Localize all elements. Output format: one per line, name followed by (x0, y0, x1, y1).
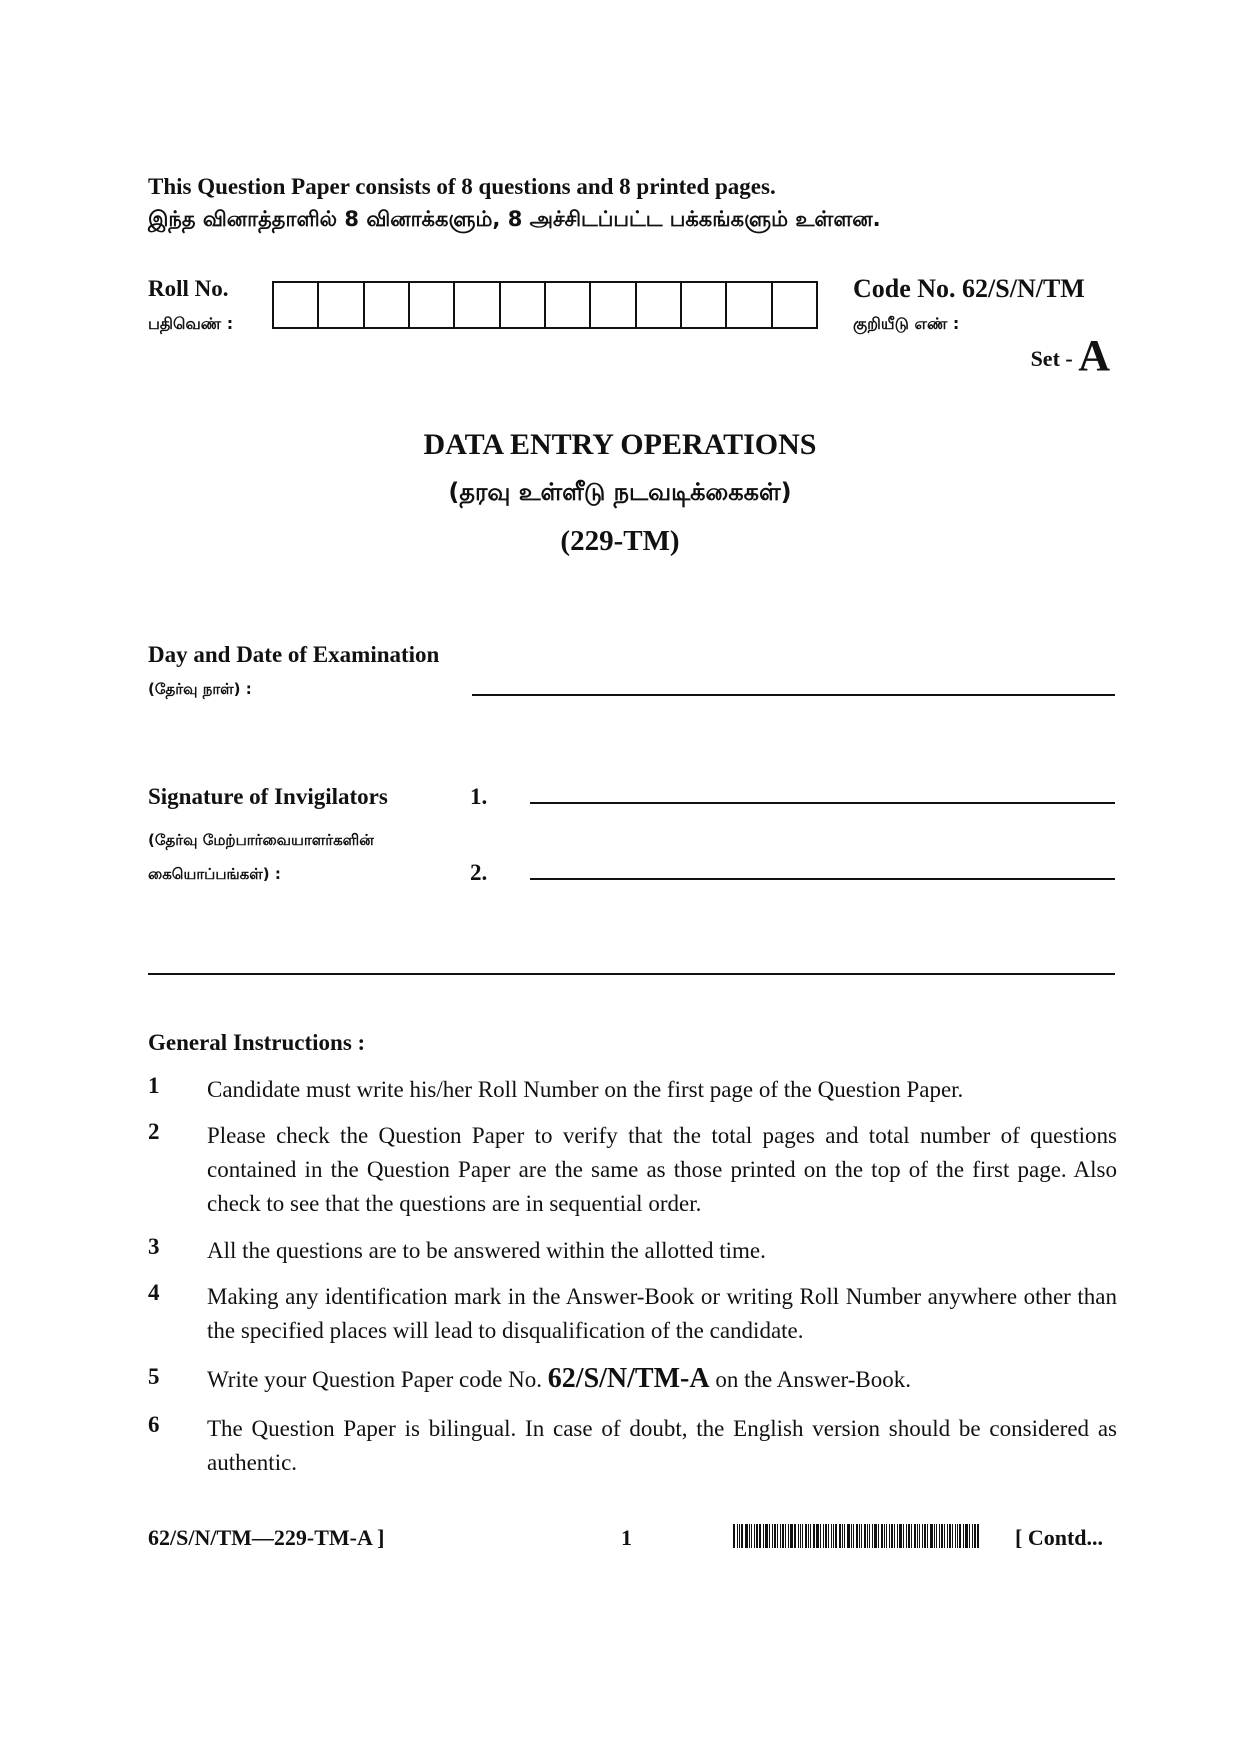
roll-number-box[interactable] (682, 283, 727, 327)
barcode-bar (774, 1524, 776, 1548)
barcode-bar (939, 1524, 940, 1548)
barcode-bar (851, 1524, 852, 1548)
barcode-bar (944, 1524, 945, 1548)
barcode-bar (790, 1524, 793, 1548)
invigilator-2-signature-line[interactable] (530, 878, 1115, 880)
barcode-bar (856, 1524, 858, 1548)
barcode-bar (974, 1524, 976, 1548)
roll-number-box[interactable] (637, 283, 682, 327)
barcode-bar (972, 1524, 973, 1548)
roll-number-box[interactable] (727, 283, 772, 327)
barcode-bar (808, 1524, 809, 1548)
barcode-bar (835, 1524, 837, 1548)
barcode-bar (906, 1524, 907, 1548)
page-number: 1 (621, 1525, 632, 1550)
barcode-bar (911, 1524, 912, 1548)
barcode-bar (965, 1524, 968, 1548)
barcode-bar (794, 1524, 796, 1548)
code-number-label-ta: குறியீடு எண் : (853, 314, 960, 333)
instruction-text-after-code: on the Answer-Book. (715, 1367, 911, 1392)
barcode-bar (955, 1524, 956, 1548)
barcode-bar (820, 1524, 821, 1548)
barcode-bar (914, 1524, 916, 1548)
barcode-bar (924, 1524, 926, 1548)
barcode-bar (922, 1524, 923, 1548)
barcode-bar (800, 1524, 801, 1548)
instruction-text: Making any identification mark in the Answer-Book or writing Roll Number anywhere other than the specified places will lead to disqualification of the candidate. (207, 1284, 1117, 1343)
instruction-text-before-code: Write your Question Paper code No. (207, 1367, 543, 1392)
roll-number-box[interactable] (274, 283, 319, 327)
barcode-bar (780, 1524, 781, 1548)
barcode-bar (894, 1524, 895, 1548)
barcode-bar (765, 1524, 768, 1548)
invigilator-2-number: 2. (470, 860, 488, 885)
barcode-bar (853, 1524, 854, 1548)
barcode-bar (861, 1524, 862, 1548)
barcode-bar (798, 1524, 799, 1548)
barcode-bar (891, 1524, 893, 1548)
barcode-bar (759, 1524, 761, 1548)
barcode-bar (977, 1524, 979, 1548)
barcode-bar (751, 1524, 752, 1548)
barcode-bar (936, 1524, 937, 1548)
subject-code: (229-TM) (560, 525, 680, 557)
barcode-bar (805, 1524, 807, 1548)
page-count-statement-en: This Question Paper consists of 8 questions and 8 printed pages. (148, 174, 776, 199)
subject-title-en: DATA ENTRY OPERATIONS (423, 428, 817, 461)
page-count-statement-ta: இந்த வினாத்தாளில் 8 வினாக்களும், 8 அச்சிடப்பட்ட பக்கங்களும் உள்ளன. (148, 207, 881, 231)
roll-number-label-ta: பதிவெண் : (148, 314, 234, 333)
barcode-bar (903, 1524, 904, 1548)
set-letter: A (1078, 331, 1110, 380)
roll-number-box[interactable] (365, 283, 410, 327)
barcode-bar (881, 1524, 883, 1548)
invigilator-signature-label: Signature of Invigilators (148, 784, 388, 809)
set-indicator (1031, 330, 1110, 381)
barcode-bar (872, 1524, 873, 1548)
barcode-bar (825, 1524, 827, 1548)
barcode-bar (739, 1524, 740, 1548)
instruction-number: 5 (148, 1364, 160, 1389)
roll-number-box[interactable] (501, 283, 546, 327)
instruction-text (207, 1362, 1117, 1397)
instruction-number: 6 (148, 1412, 160, 1437)
exam-date-label-ta: (தேர்வு நாள்) : (148, 680, 252, 698)
barcode-bar (952, 1524, 953, 1548)
instructions-heading: General Instructions : (148, 1030, 366, 1055)
barcode-bar (886, 1524, 887, 1548)
barcode-bar (864, 1524, 866, 1548)
instruction-number: 1 (148, 1073, 160, 1098)
barcode-bar (741, 1524, 743, 1548)
barcode-bar (867, 1524, 868, 1548)
footer-paper-code: 62/S/N/TM—229-TM-A ] (148, 1525, 385, 1550)
invigilator-signature-label-ta-2: கையொப்பங்கள்) : (148, 865, 281, 883)
invigilator-1-signature-line[interactable] (530, 802, 1115, 804)
barcode-bar (745, 1524, 748, 1548)
barcode-bar (919, 1524, 920, 1548)
barcode-bar (839, 1524, 841, 1548)
barcode-bar (897, 1524, 898, 1548)
roll-number-label: Roll No. (148, 276, 229, 301)
instruction-text: The Question Paper is bilingual. In case of doubt, the English version should be considered as authentic. (207, 1416, 1117, 1475)
barcode-bar (949, 1524, 951, 1548)
barcode-bar (917, 1524, 918, 1548)
barcode-bar (788, 1524, 789, 1548)
instruction-text: All the questions are to be answered within the allotted time. (207, 1238, 766, 1263)
barcode-bar (927, 1524, 928, 1548)
subject-title-ta: (தரவு உள்ளீடு நடவடிக்கைகள்) (448, 478, 792, 506)
barcode-bar (878, 1524, 879, 1548)
barcode-bar (884, 1524, 885, 1548)
barcode-bar (869, 1524, 870, 1548)
barcode-bar (957, 1524, 958, 1548)
barcode-bar (833, 1524, 834, 1548)
barcode-bar (889, 1524, 890, 1548)
roll-number-box[interactable] (546, 283, 591, 327)
instruction-number: 4 (148, 1280, 160, 1305)
barcode-bar (737, 1524, 738, 1548)
instruction-text: Please check the Question Paper to verify that the total pages and total number of questions contained in the Question Paper are the same as those printed on the top of the first page. Also check to see that the questions are in sequential order. (207, 1123, 1117, 1216)
barcode-bar (823, 1524, 824, 1548)
barcode-bar (772, 1524, 773, 1548)
barcode-bar (828, 1524, 829, 1548)
barcode-bar (959, 1524, 961, 1548)
barcode-bar (899, 1524, 902, 1548)
barcode-bar (859, 1524, 860, 1548)
barcode-bar (844, 1524, 845, 1548)
roll-number-boxes[interactable] (272, 281, 818, 329)
barcode-bar (785, 1524, 786, 1548)
barcode-bar (941, 1524, 943, 1548)
code-number: Code No. 62/S/N/TM (853, 274, 1085, 303)
barcode-bar (810, 1524, 811, 1548)
roll-number-box[interactable] (455, 283, 500, 327)
instruction-number: 3 (148, 1234, 160, 1259)
roll-number-box[interactable] (773, 283, 816, 327)
barcode-bar (749, 1524, 750, 1548)
barcode-bar (763, 1524, 764, 1548)
barcode-bar (754, 1524, 755, 1548)
barcode-bar (756, 1524, 758, 1548)
instruction-text: Candidate must write his/her Roll Number on the first page of the Question Paper. (207, 1077, 964, 1102)
barcode-image (733, 1524, 985, 1548)
barcode-bar (963, 1524, 964, 1548)
question-paper-code: 62/S/N/TM-A (547, 1363, 710, 1394)
barcode-bar (930, 1524, 933, 1548)
footer-continued: [ Contd... (1015, 1525, 1104, 1550)
barcode-bar (777, 1524, 778, 1548)
barcode-bar (874, 1524, 877, 1548)
barcode-bar (782, 1524, 784, 1548)
invigilator-signature-label-ta-1: (தேர்வு மேற்பார்வையாளர்களின் (148, 831, 374, 849)
instruction-number: 2 (148, 1119, 160, 1144)
roll-number-box[interactable] (410, 283, 455, 327)
barcode-bar (842, 1524, 843, 1548)
exam-date-label: Day and Date of Examination (148, 642, 440, 667)
barcode-bar (733, 1524, 735, 1548)
exam-date-line[interactable] (472, 694, 1115, 696)
barcode-bar (802, 1524, 803, 1548)
barcode-bar (934, 1524, 935, 1548)
barcode-bar (769, 1524, 770, 1548)
invigilator-1-number: 1. (470, 784, 488, 809)
set-label: Set - (1030, 346, 1073, 371)
section-divider (148, 973, 1115, 975)
barcode-bar (947, 1524, 948, 1548)
barcode-bar (831, 1524, 832, 1548)
barcode-bar (969, 1524, 970, 1548)
barcode-bar (813, 1524, 815, 1548)
barcode-bar (847, 1524, 850, 1548)
roll-number-box[interactable] (319, 283, 364, 327)
roll-number-box[interactable] (591, 283, 636, 327)
barcode-bar (816, 1524, 819, 1548)
barcode-bar (908, 1524, 910, 1548)
